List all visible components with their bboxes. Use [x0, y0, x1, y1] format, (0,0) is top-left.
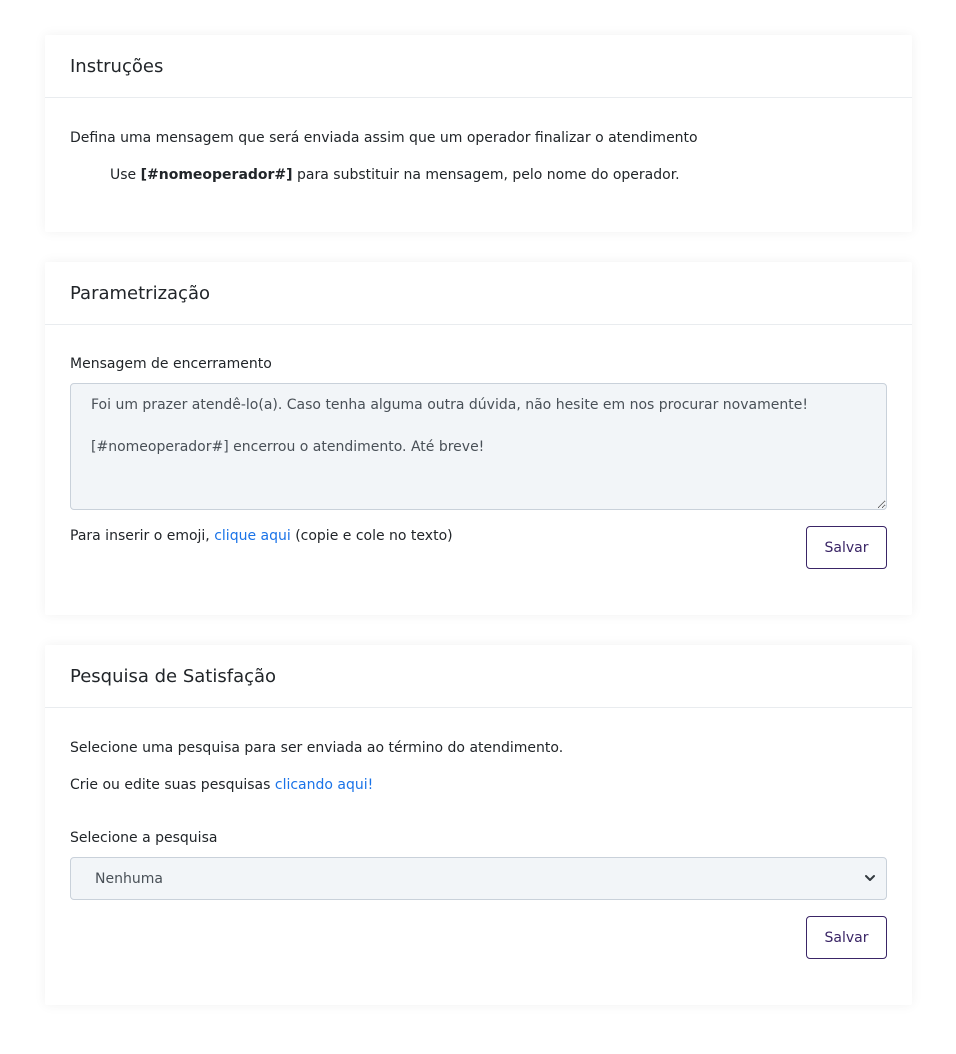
emoji-prefix: Para inserir o emoji,: [70, 528, 215, 544]
survey-edit-hint: [70, 775, 373, 795]
survey-card: [45, 645, 912, 1005]
emoji-hint: [70, 526, 453, 546]
parametrization-card: [45, 262, 912, 615]
parametrization-title: Parametrização: [70, 282, 210, 304]
survey-select-value[interactable]: Nenhuma: [70, 857, 887, 900]
chevron-down-icon: [865, 873, 875, 883]
survey-title: Pesquisa de Satisfação: [70, 665, 277, 687]
use-suffix: para substituir na mensagem, pelo nome do operador.: [292, 167, 680, 183]
survey-select[interactable]: [70, 857, 887, 900]
instructions-card: [45, 35, 912, 232]
variable-name: [#nomeoperador#]: [140, 167, 293, 183]
select-survey-label: Selecione a pesquisa: [70, 830, 218, 846]
survey-edit-prefix: Crie ou edite suas pesquisas: [70, 777, 275, 793]
instructions-text: Defina uma mensagem que será enviada assim que um operador finalizar o atendimento: [70, 130, 698, 146]
survey-header: [45, 645, 912, 708]
emoji-suffix: (copie e cole no texto): [290, 528, 453, 544]
survey-description: Selecione uma pesquisa para ser enviada ao término do atendimento.: [70, 740, 564, 756]
use-prefix: Use: [110, 167, 141, 183]
save-message-button[interactable]: Salvar: [806, 526, 887, 569]
instructions-title: Instruções: [70, 55, 164, 77]
message-label: Mensagem de encerramento: [70, 356, 272, 372]
instructions-variable-hint: [70, 165, 680, 185]
survey-edit-link[interactable]: clicando aqui!: [274, 777, 374, 793]
instructions-header: [45, 35, 912, 98]
emoji-link[interactable]: clique aqui: [214, 528, 291, 544]
parametrization-header: [45, 262, 912, 325]
save-survey-button[interactable]: Salvar: [806, 916, 887, 959]
closing-message-textarea[interactable]: [70, 383, 887, 510]
